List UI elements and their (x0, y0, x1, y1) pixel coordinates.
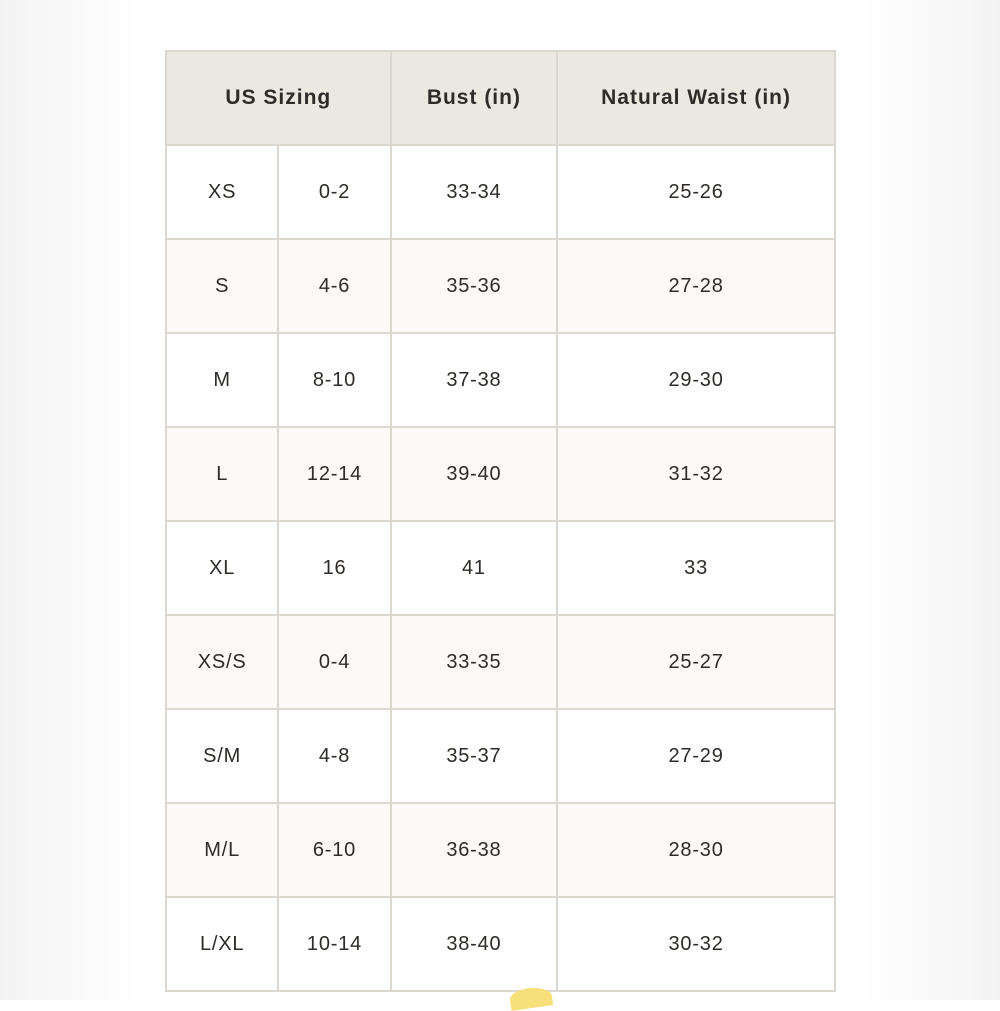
table-row (166, 333, 835, 427)
cell-number: 0-4 (278, 615, 390, 709)
cell-bust: 33-34 (391, 145, 557, 239)
cell-waist: 28-30 (557, 803, 835, 897)
table-row (166, 239, 835, 333)
cell-bust: 36-38 (391, 803, 557, 897)
cell-waist: 30-32 (557, 897, 835, 991)
cell-waist: 25-27 (557, 615, 835, 709)
cell-size: XS (166, 145, 278, 239)
cell-number: 4-8 (278, 709, 390, 803)
cell-number: 16 (278, 521, 390, 615)
table-row (166, 897, 835, 991)
cell-size: L (166, 427, 278, 521)
table-row (166, 709, 835, 803)
header-bust: Bust (in) (391, 51, 557, 145)
cell-size: S/M (166, 709, 278, 803)
cell-bust: 37-38 (391, 333, 557, 427)
cell-size: S (166, 239, 278, 333)
table-row (166, 615, 835, 709)
cell-size: M (166, 333, 278, 427)
cell-waist: 27-29 (557, 709, 835, 803)
cell-bust: 35-36 (391, 239, 557, 333)
cell-number: 12-14 (278, 427, 390, 521)
cell-waist: 31-32 (557, 427, 835, 521)
cell-number: 6-10 (278, 803, 390, 897)
cell-bust: 38-40 (391, 897, 557, 991)
cell-size: XL (166, 521, 278, 615)
cell-bust: 39-40 (391, 427, 557, 521)
cell-number: 8-10 (278, 333, 390, 427)
cell-waist: 33 (557, 521, 835, 615)
table-row (166, 145, 835, 239)
header-row (166, 51, 835, 145)
cell-waist: 27-28 (557, 239, 835, 333)
cell-number: 10-14 (278, 897, 390, 991)
cell-bust: 35-37 (391, 709, 557, 803)
table-row (166, 521, 835, 615)
cell-waist: 25-26 (557, 145, 835, 239)
cell-number: 4-6 (278, 239, 390, 333)
table-row (166, 803, 835, 897)
size-chart-table (165, 50, 836, 992)
header-us-sizing: US Sizing (166, 51, 391, 145)
cell-waist: 29-30 (557, 333, 835, 427)
cell-size: XS/S (166, 615, 278, 709)
header-natural-waist: Natural Waist (in) (557, 51, 835, 145)
cell-bust: 33-35 (391, 615, 557, 709)
cell-bust: 41 (391, 521, 557, 615)
table-row (166, 427, 835, 521)
cell-size: M/L (166, 803, 278, 897)
cell-number: 0-2 (278, 145, 390, 239)
cell-size: L/XL (166, 897, 278, 991)
